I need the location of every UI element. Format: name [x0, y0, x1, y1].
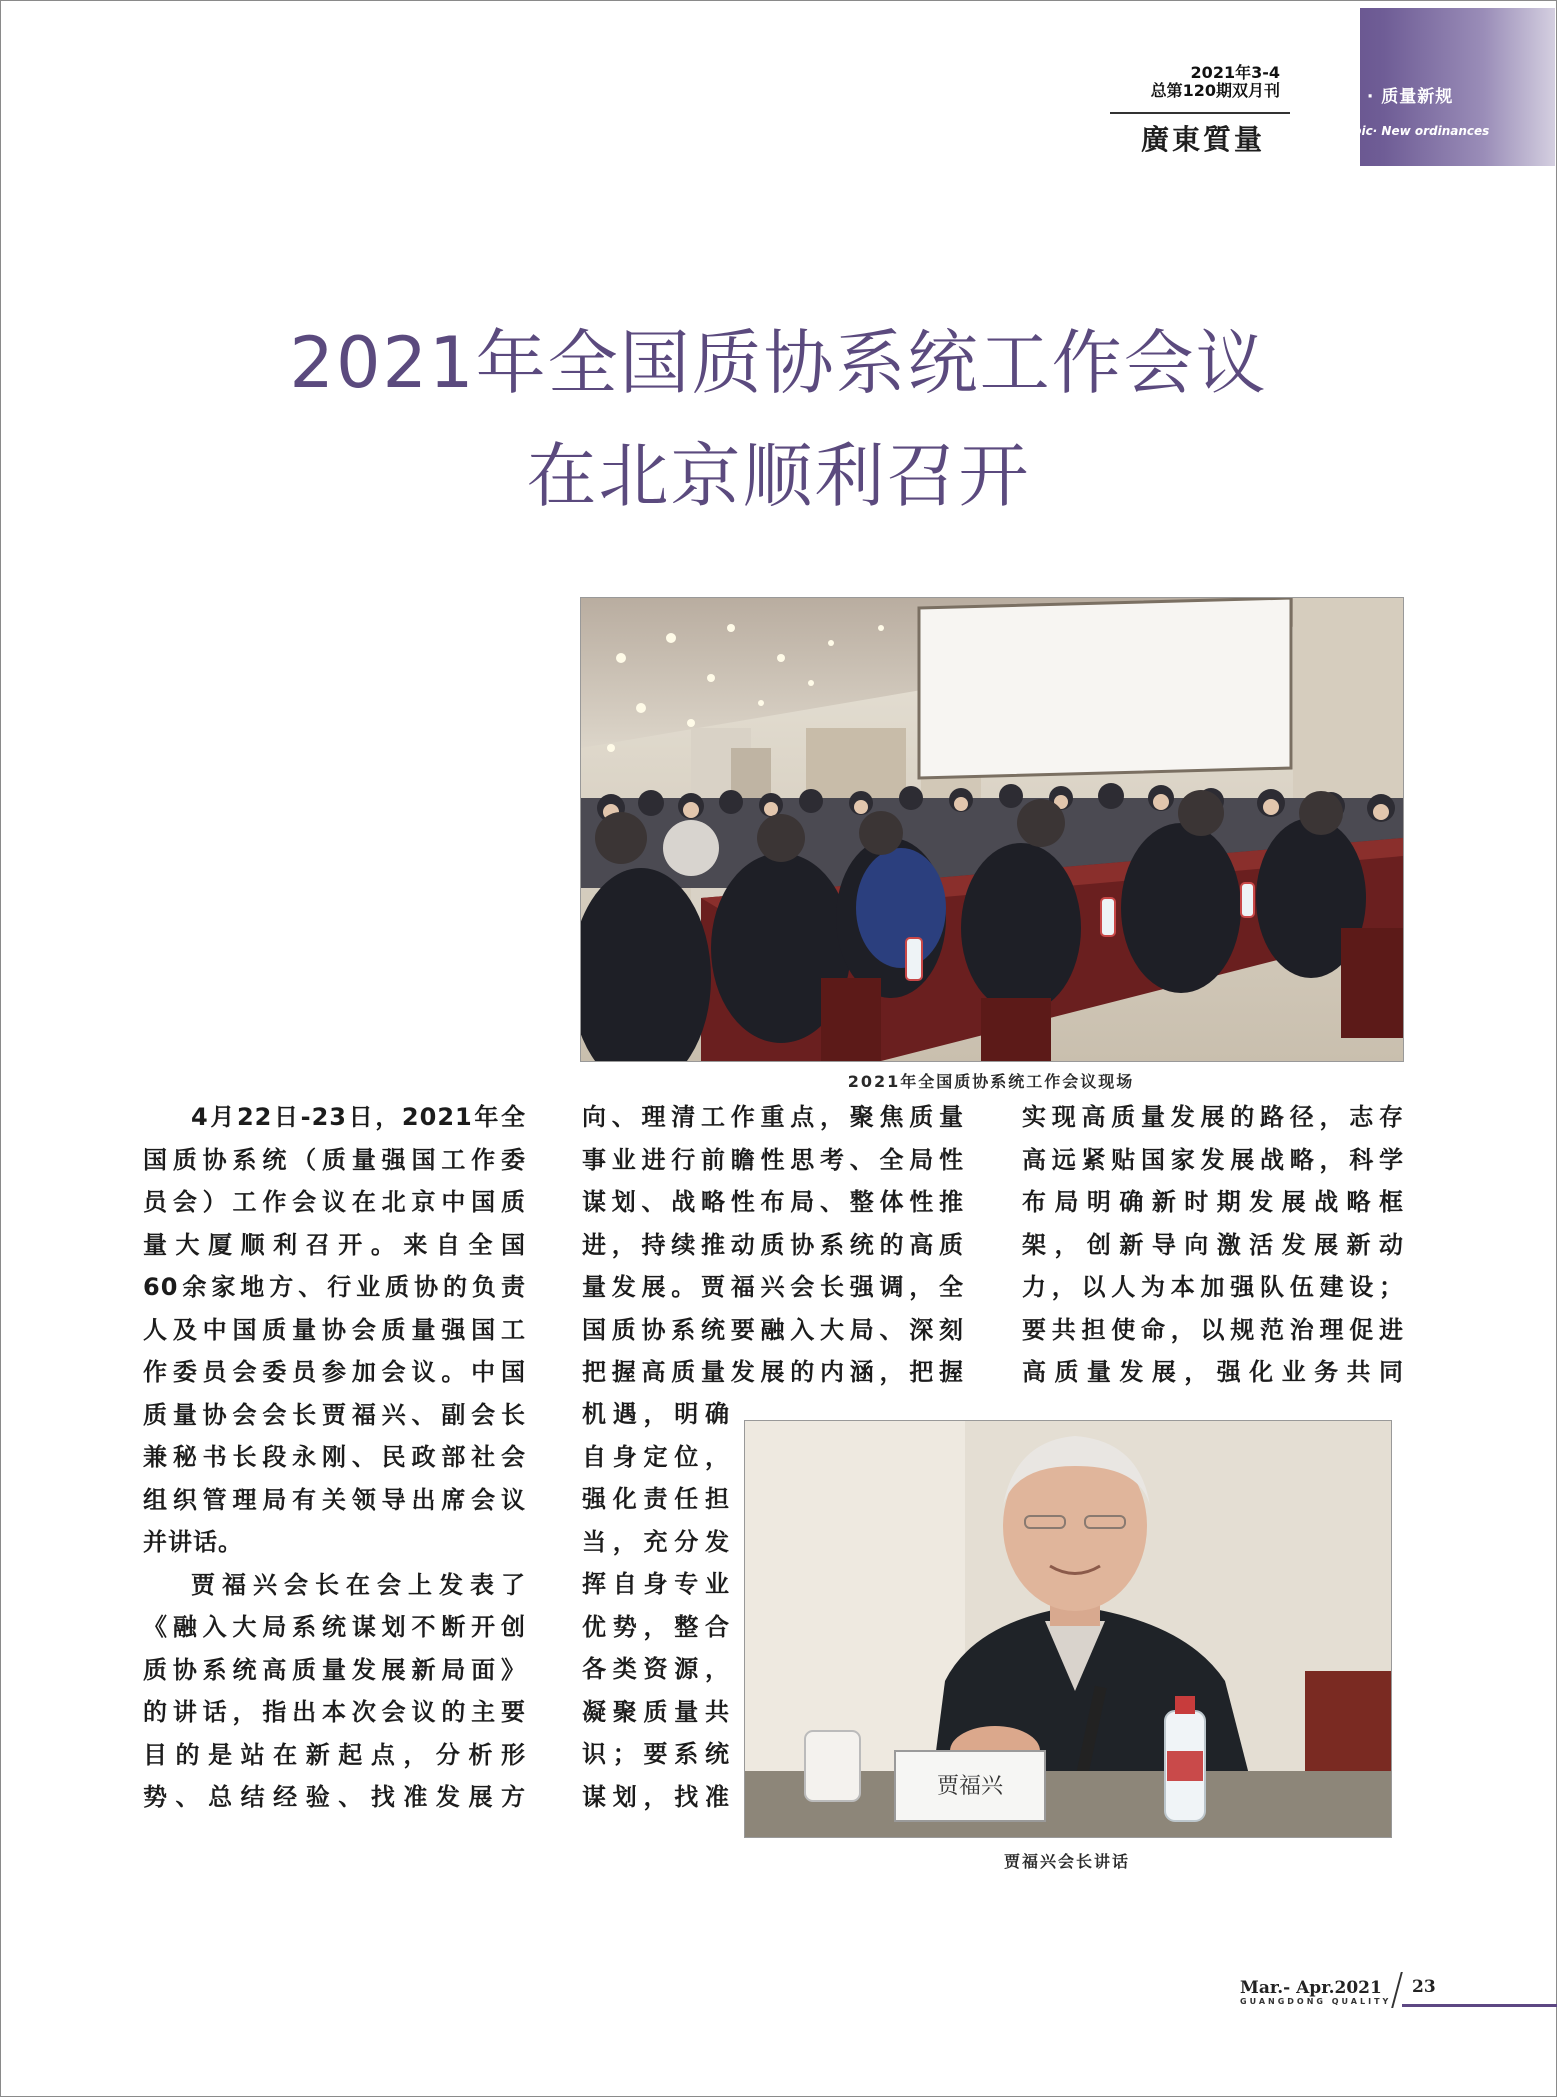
paragraph-line: 向、理清工作重点，聚焦质量 [582, 1103, 964, 1131]
paragraph-line: 质量协会会长贾福兴、副会长 [143, 1400, 526, 1429]
text-column-3 [1022, 1096, 1404, 1394]
article-title-line2: 在北京顺利召开 [526, 435, 1031, 517]
meeting-photo-caption: 2021年全国质协系统工作会议现场 [847, 1072, 1135, 1091]
text-column-1 [143, 1096, 526, 1819]
paragraph-line: 把握高质量发展的内涵，把握 [582, 1358, 964, 1386]
paragraph-line: 强化责任担 [582, 1485, 730, 1513]
magazine-brand: 廣東質量 [1140, 123, 1265, 156]
section-topic-en: Special Topic· New ordinances [1285, 124, 1490, 138]
page-number: 23 [1412, 1977, 1436, 1997]
paragraph-line: 力，以人为本加强队伍建设； [1022, 1273, 1404, 1301]
paragraph-line: 作委员会委员参加会议。中国 [143, 1358, 526, 1386]
paragraph-line: 谋划、战略性布局、整体性推 [582, 1188, 964, 1216]
meeting-scene-image [581, 598, 1403, 1061]
footer-date: Mar.- Apr.2021 [1240, 1978, 1382, 1998]
paragraph-line: 量发展。贾福兴会长强调，全 [582, 1273, 964, 1301]
paragraph-line: 高远紧贴国家发展战略，科学 [1022, 1145, 1404, 1174]
paragraph-line: 目的是站在新起点，分析形 [143, 1740, 526, 1769]
issue-number: 总第120期双月刊 [1150, 81, 1280, 100]
paragraph-line: 60余家地方、行业质协的负责 [143, 1273, 526, 1301]
footer-rule [1402, 2004, 1557, 2007]
meeting-photo [580, 597, 1404, 1062]
paragraph-line: 高质量发展，强化业务共同 [1022, 1358, 1404, 1386]
paragraph-line: 凝聚质量共 [582, 1697, 730, 1726]
nameplate-text: 贾福兴 [936, 1774, 1004, 1799]
paragraph-line: 事业进行前瞻性思考、全局性 [582, 1145, 964, 1174]
footer-slash [1391, 1972, 1403, 2008]
paragraph-line: 自身定位， [582, 1442, 730, 1471]
paragraph-line: 机遇，明确 [582, 1400, 730, 1428]
paragraph-line: 谋划，找准 [582, 1782, 730, 1811]
footer-magazine-name: GUANGDONG QUALITY [1240, 1997, 1392, 2006]
header-rule [1110, 112, 1290, 114]
paragraph-line: 实现高质量发展的路径，志存 [1022, 1103, 1404, 1131]
paragraph-line: 《融入大局系统谋划不断开创 [143, 1613, 526, 1641]
paragraph-line: 贾福兴会长在会上发表了 [191, 1570, 526, 1599]
article-title-line1: 2021年全国质协系统工作会议 [289, 322, 1268, 404]
issue-date: 2021年3-4 总第120期双月刊 [1125, 64, 1280, 100]
paragraph-line: 量大厦顺利召开。来自全国 [143, 1230, 526, 1259]
paragraph-line: 挥自身专业 [582, 1570, 730, 1598]
speaker-photo [744, 1420, 1392, 1838]
paragraph-line: 进，持续推动质协系统的高质 [582, 1230, 964, 1259]
paragraph-line: 架，创新导向激活发展新动 [1022, 1230, 1404, 1259]
paragraph-line: 国质协系统要融入大局、深刻 [582, 1315, 964, 1344]
paragraph-line: 的讲话，指出本次会议的主要 [143, 1698, 526, 1726]
text-column-2-narrow [582, 1393, 730, 1818]
text-column-2 [582, 1096, 964, 1394]
section-topic: 质量专题 · 质量新规 [1288, 87, 1454, 107]
paragraph-line: 布局明确新时期发展战略框 [1022, 1188, 1404, 1216]
paragraph-line: 人及中国质量协会质量强国工 [143, 1315, 526, 1344]
paragraph-line: 质协系统高质量发展新局面》 [143, 1655, 526, 1684]
paragraph-line: 要共担使命，以规范治理促进 [1022, 1315, 1404, 1344]
paragraph-line: 识；要系统 [582, 1740, 730, 1768]
paragraph-line: 组织管理局有关领导出席会议 [143, 1485, 526, 1514]
paragraph-line: 优势，整合 [582, 1612, 730, 1641]
paragraph-line: 4月22日-23日，2021年全 [191, 1103, 526, 1131]
paragraph-line: 并讲话。 [143, 1528, 243, 1556]
speaker-photo-caption: 贾福兴会长讲话 [1003, 1852, 1130, 1871]
speaker-image [745, 1421, 1391, 1837]
paragraph-line: 当，充分发 [582, 1527, 730, 1556]
paragraph-line: 员会）工作会议在北京中国质 [143, 1188, 526, 1216]
paragraph-line: 各类资源， [582, 1655, 730, 1683]
paragraph-line: 国质协系统（质量强国工作委 [143, 1145, 526, 1174]
paragraph-line: 兼秘书长段永刚、民政部社会 [143, 1443, 526, 1471]
paragraph-line: 势、总结经验、找准发展方 [143, 1783, 526, 1811]
